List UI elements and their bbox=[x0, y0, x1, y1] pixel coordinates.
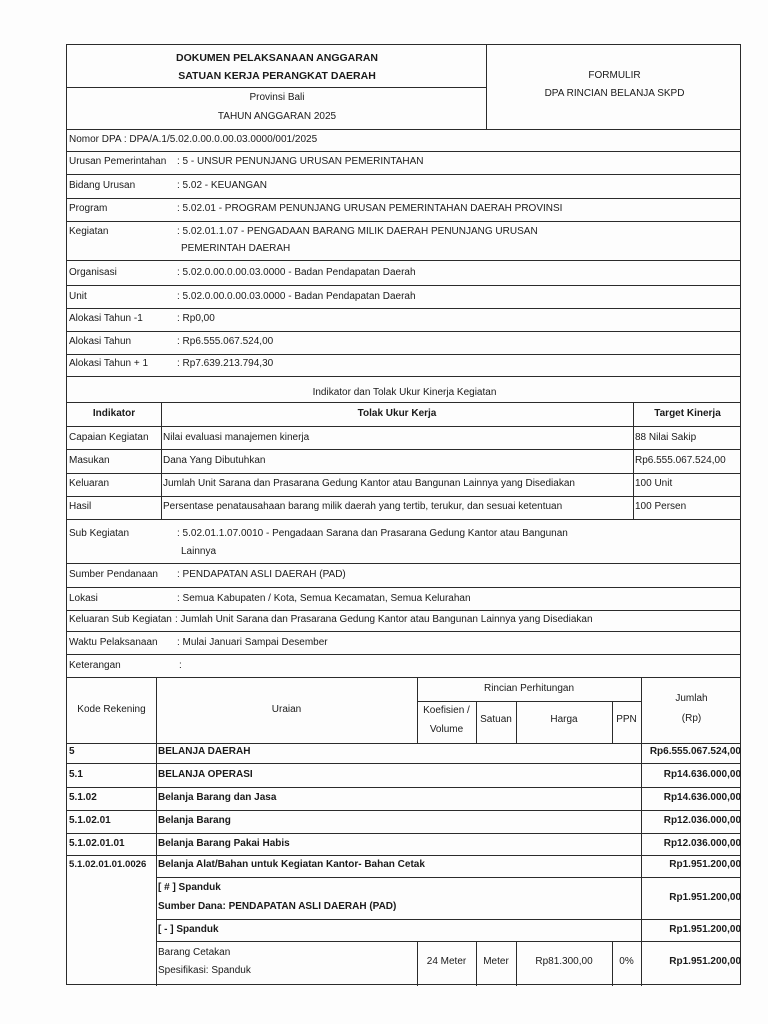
form-label: FORMULIR bbox=[588, 70, 641, 81]
sumber-value: : PENDAPATAN ASLI DAERAH (PAD) bbox=[177, 569, 346, 580]
target-cell: 100 Persen bbox=[635, 501, 687, 512]
info-label: Program bbox=[69, 203, 108, 214]
indikator-cell: Keluaran bbox=[69, 478, 110, 489]
uraian-cell: Belanja Barang dan Jasa bbox=[158, 792, 277, 803]
info-value: : 5.02 - KEUANGAN bbox=[177, 180, 268, 191]
item-satuan: Meter bbox=[483, 956, 509, 967]
header-left bbox=[67, 45, 487, 129]
info-value-cont: PEMERINTAH DAERAH bbox=[181, 243, 291, 254]
target-cell: Rp6.555.067.524,00 bbox=[635, 455, 726, 466]
info-value: : 5.02.01.1.07 - PENGADAAN BARANG MILIK DAERAH PENUNJANG URUSAN bbox=[177, 226, 538, 237]
province: Provinsi Bali bbox=[249, 92, 305, 103]
col-indikator: Indikator bbox=[92, 408, 136, 419]
info-label: Alokasi Tahun bbox=[69, 336, 132, 347]
col-kode-rekening: Kode Rekening bbox=[77, 704, 146, 715]
kode-cell: 5 bbox=[69, 746, 75, 757]
subgroup-spanduk: [ - ] Spanduk bbox=[158, 924, 219, 935]
doc-title-1: DOKUMEN PELAKSANAAN ANGGARAN bbox=[175, 52, 379, 64]
info-value: : 5.02.0.00.0.00.03.0000 - Badan Pendapatan Daerah bbox=[177, 291, 416, 302]
document-frame bbox=[66, 44, 741, 985]
keterangan-value: : bbox=[179, 660, 182, 671]
item-harga: Rp81.300,00 bbox=[535, 956, 593, 967]
jumlah-cell: Rp12.036.000,00 bbox=[663, 815, 741, 826]
item-spec: Spesifikasi: Spanduk bbox=[158, 965, 251, 976]
subgroup-jumlah: Rp1.951.200,00 bbox=[669, 924, 741, 935]
col-tolak-ukur: Tolak Ukur Kerja bbox=[357, 408, 437, 419]
col-volume: Volume bbox=[429, 724, 464, 735]
lokasi-label: Lokasi bbox=[69, 593, 98, 604]
tolak-cell: Dana Yang Dibutuhkan bbox=[163, 455, 266, 466]
info-label: Alokasi Tahun + 1 bbox=[69, 358, 149, 369]
info-label: Urusan Pemerintahan bbox=[69, 156, 167, 167]
jumlah-cell: Rp12.036.000,00 bbox=[663, 838, 741, 849]
header-right bbox=[487, 45, 742, 129]
keterangan-label: Keterangan bbox=[69, 660, 121, 671]
waktu-label: Waktu Pelaksanaan bbox=[69, 637, 158, 648]
uraian-cell: BELANJA OPERASI bbox=[158, 769, 253, 780]
sub-kegiatan-label: Sub Kegiatan bbox=[69, 528, 130, 539]
info-value: : 5.02.0.00.0.00.03.0000 - Badan Pendapatan Daerah bbox=[177, 267, 416, 278]
col-satuan: Satuan bbox=[480, 714, 512, 725]
col-uraian: Uraian bbox=[271, 704, 302, 715]
doc-title-2: SATUAN KERJA PERANGKAT DAERAH bbox=[178, 70, 376, 82]
info-value: : Rp7.639.213.794,30 bbox=[177, 358, 274, 369]
info-label: Organisasi bbox=[69, 267, 117, 278]
col-jumlah-rp: (Rp) bbox=[681, 713, 702, 724]
tolak-cell: Persentase penatausahaan barang milik daerah yang tertib, terukur, dan sesuai ketentuan bbox=[163, 501, 563, 512]
sumber-label: Sumber Pendanaan bbox=[69, 569, 158, 580]
col-ppn: PPN bbox=[616, 714, 637, 725]
jumlah-cell: Rp6.555.067.524,00 bbox=[649, 746, 741, 757]
indikator-cell: Hasil bbox=[69, 501, 92, 512]
jumlah-cell: Rp1.951.200,00 bbox=[669, 859, 741, 870]
kode-cell: 5.1 bbox=[69, 769, 83, 780]
uraian-cell: Belanja Barang Pakai Habis bbox=[158, 838, 290, 849]
item-koefisien: 24 Meter bbox=[426, 956, 467, 967]
info-value: : Rp0,00 bbox=[177, 313, 215, 324]
info-label: Alokasi Tahun -1 bbox=[69, 313, 143, 324]
sub-kegiatan-value-cont: Lainnya bbox=[181, 546, 217, 557]
col-jumlah: Jumlah bbox=[675, 693, 708, 704]
tolak-cell: Nilai evaluasi manajemen kinerja bbox=[163, 432, 310, 443]
group-sumber-dana: Sumber Dana: PENDAPATAN ASLI DAERAH (PAD) bbox=[158, 901, 397, 912]
nomor-dpa: Nomor DPA : DPA/A.1/5.02.0.00.0.00.03.0000/001/2025 bbox=[69, 134, 318, 145]
item-ppn: 0% bbox=[619, 956, 634, 967]
info-label: Unit bbox=[69, 291, 87, 302]
info-label: Bidang Urusan bbox=[69, 180, 136, 191]
form-name: DPA RINCIAN BELANJA SKPD bbox=[544, 88, 685, 99]
indikator-cell: Masukan bbox=[69, 455, 110, 466]
waktu-value: : Mulai Januari Sampai Desember bbox=[177, 637, 328, 648]
kode-cell: 5.1.02 bbox=[69, 792, 97, 803]
target-cell: 88 Nilai Sakip bbox=[635, 432, 697, 443]
info-label: Kegiatan bbox=[69, 226, 109, 237]
tolak-cell: Jumlah Unit Sarana dan Prasarana Gedung Kantor atau Bangunan Lainnya yang Disediakan bbox=[163, 478, 575, 489]
kode-cell: 5.1.02.01.01 bbox=[69, 838, 125, 849]
keluaran-sub-label: Keluaran Sub Kegiatan bbox=[69, 614, 172, 625]
uraian-cell: Belanja Alat/Bahan untuk Kegiatan Kantor- Bahan Cetak bbox=[158, 859, 425, 870]
group-spanduk: [ # ] Spanduk bbox=[158, 882, 221, 893]
info-value: : 5 - UNSUR PENUNJANG URUSAN PEMERINTAHAN bbox=[177, 156, 424, 167]
item-name: Barang Cetakan bbox=[158, 947, 231, 958]
jumlah-cell: Rp14.636.000,00 bbox=[663, 769, 741, 780]
col-target: Target Kinerja bbox=[654, 408, 721, 419]
lokasi-value: : Semua Kabupaten / Kota, Semua Kecamatan, Semua Kelurahan bbox=[177, 593, 471, 604]
kode-cell: 5.1.02.01 bbox=[69, 815, 111, 826]
sub-kegiatan-value: : 5.02.01.1.07.0010 - Pengadaan Sarana dan Prasarana Gedung Kantor atau Bangunan bbox=[177, 528, 568, 539]
uraian-cell: Belanja Barang bbox=[158, 815, 231, 826]
keluaran-sub-value: : Jumlah Unit Sarana dan Prasarana Gedung Kantor atau Bangunan Lainnya yang Disediakan bbox=[175, 614, 593, 625]
indikator-cell: Capaian Kegiatan bbox=[69, 432, 149, 443]
item-jumlah: Rp1.951.200,00 bbox=[669, 956, 741, 967]
indikator-caption: Indikator dan Tolak Ukur Kinerja Kegiatan bbox=[312, 387, 497, 398]
kode-cell: 5.1.02.01.01.0026 bbox=[69, 859, 147, 870]
info-value: : 5.02.01 - PROGRAM PENUNJANG URUSAN PEMERINTAHAN DAERAH PROVINSI bbox=[177, 203, 563, 214]
col-koefisien: Koefisien / bbox=[423, 705, 470, 716]
target-cell: 100 Unit bbox=[635, 478, 673, 489]
col-rincian-perhitungan: Rincian Perhitungan bbox=[483, 683, 575, 694]
info-value: : Rp6.555.067.524,00 bbox=[177, 336, 274, 347]
col-harga: Harga bbox=[550, 714, 578, 725]
jumlah-cell: Rp14.636.000,00 bbox=[663, 792, 741, 803]
fiscal-year: TAHUN ANGGARAN 2025 bbox=[217, 111, 337, 122]
uraian-cell: BELANJA DAERAH bbox=[158, 746, 251, 757]
group-jumlah: Rp1.951.200,00 bbox=[669, 892, 741, 903]
